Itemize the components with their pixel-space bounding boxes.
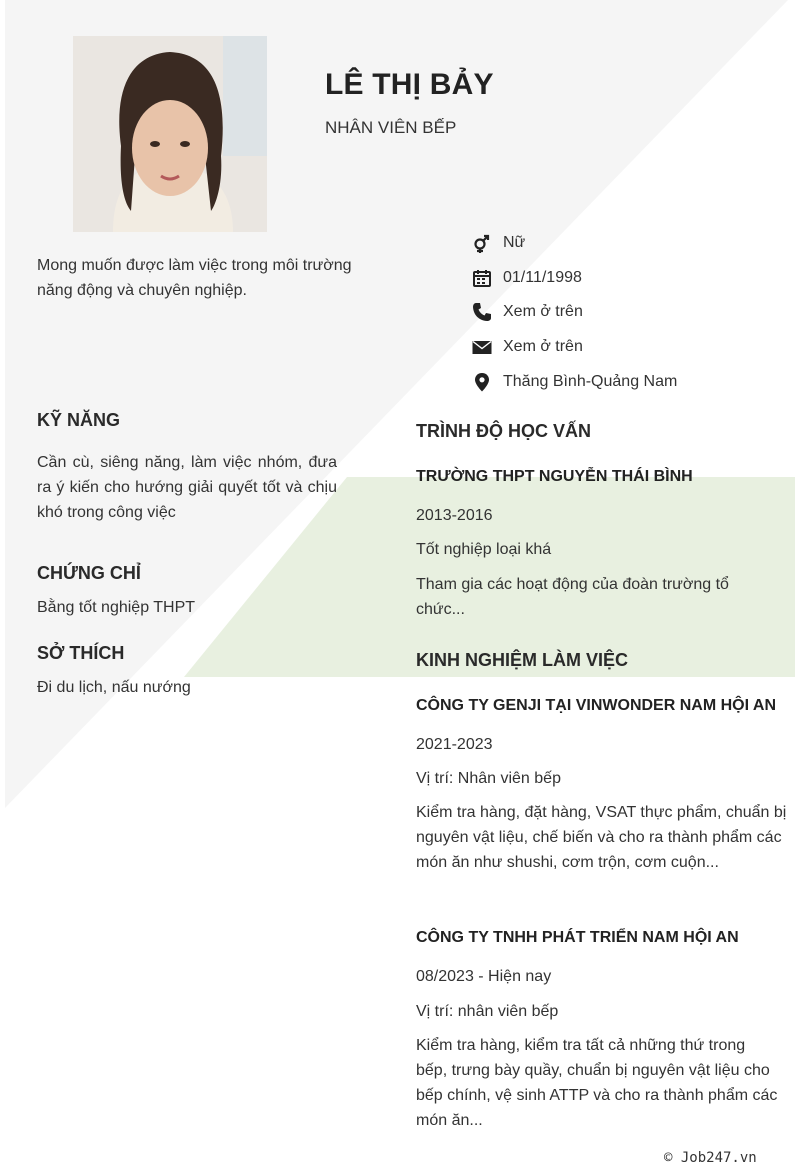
contact-gender <box>472 231 792 255</box>
calendar-icon <box>472 268 492 288</box>
contact-phone <box>472 300 792 324</box>
gender-icon <box>472 233 492 253</box>
job-description: Kiểm tra hàng, kiểm tra tất cả những thứ trong bếp, trưng bày quầy, chuẩn bị nguyên vật liệu cho bếp chính, vệ sinh ATTP và cho ra thành phẩm các món ăn... <box>416 1037 778 1129</box>
job-title: NHÂN VIÊN BẾP <box>325 118 457 137</box>
profile-photo <box>73 36 267 232</box>
job-period: 08/2023 - Hiện nay <box>416 968 552 985</box>
phone-value: Xem ở trên <box>503 303 583 320</box>
education-result: Tốt nghiệp loại khá <box>416 541 552 558</box>
location-pin-icon <box>472 372 492 392</box>
footer-copyright: © Job247.vn <box>664 1150 757 1166</box>
hobbies-text: Đi du lịch, nấu nướng <box>37 679 191 696</box>
candidate-name: LÊ THỊ BẢY <box>325 68 494 101</box>
phone-icon <box>472 302 492 322</box>
job-description: Kiểm tra hàng, đặt hàng, VSAT thực phẩm, chuẩn bị nguyên vật liệu, chế biến và cho ra thành phẩm các món ăn như shushi, cơm trộn, cơm cuộn... <box>416 804 787 871</box>
job-company: CÔNG TY GENJI TẠI VINWONDER NAM HỘI AN <box>416 697 777 714</box>
email-value: Xem ở trên <box>503 338 583 355</box>
experience-heading: KINH NGHIỆM LÀM VIỆC <box>416 650 629 670</box>
job-period: 2021-2023 <box>416 736 493 753</box>
certificates-heading: CHỨNG CHỈ <box>37 563 141 583</box>
birthday-value: 01/11/1998 <box>503 269 582 286</box>
contact-birthday <box>472 266 792 290</box>
skills-heading: KỸ NĂNG <box>37 410 121 430</box>
job-company: CÔNG TY TNHH PHÁT TRIỂN NAM HỘI AN <box>416 929 739 946</box>
career-objective: Mong muốn được làm việc trong môi trường năng động và chuyên nghiệp. <box>37 257 352 299</box>
envelope-icon <box>472 337 492 357</box>
address-value: Thăng Bình-Quảng Nam <box>503 373 678 390</box>
education-description: Tham gia các hoạt động của đoàn trường tổ chức... <box>416 576 729 618</box>
skills-text: Cần cù, siêng năng, làm việc nhóm, đưa ra ý kiến cho hướng giải quyết tốt và chịu khó trong công việc <box>37 454 337 521</box>
education-heading: TRÌNH ĐỘ HỌC VẤN <box>416 421 591 441</box>
certificates-text: Bằng tốt nghiệp THPT <box>37 599 196 616</box>
job-position: Vị trí: nhân viên bếp <box>416 1003 559 1020</box>
contact-email <box>472 335 792 359</box>
education-school: TRƯỜNG THPT NGUYỄN THÁI BÌNH <box>416 468 693 485</box>
education-period: 2013-2016 <box>416 507 493 524</box>
hobbies-heading: SỞ THÍCH <box>37 643 125 663</box>
job-position: Vị trí: Nhân viên bếp <box>416 770 561 787</box>
gender-value: Nữ <box>503 234 526 251</box>
contact-address <box>472 370 792 394</box>
